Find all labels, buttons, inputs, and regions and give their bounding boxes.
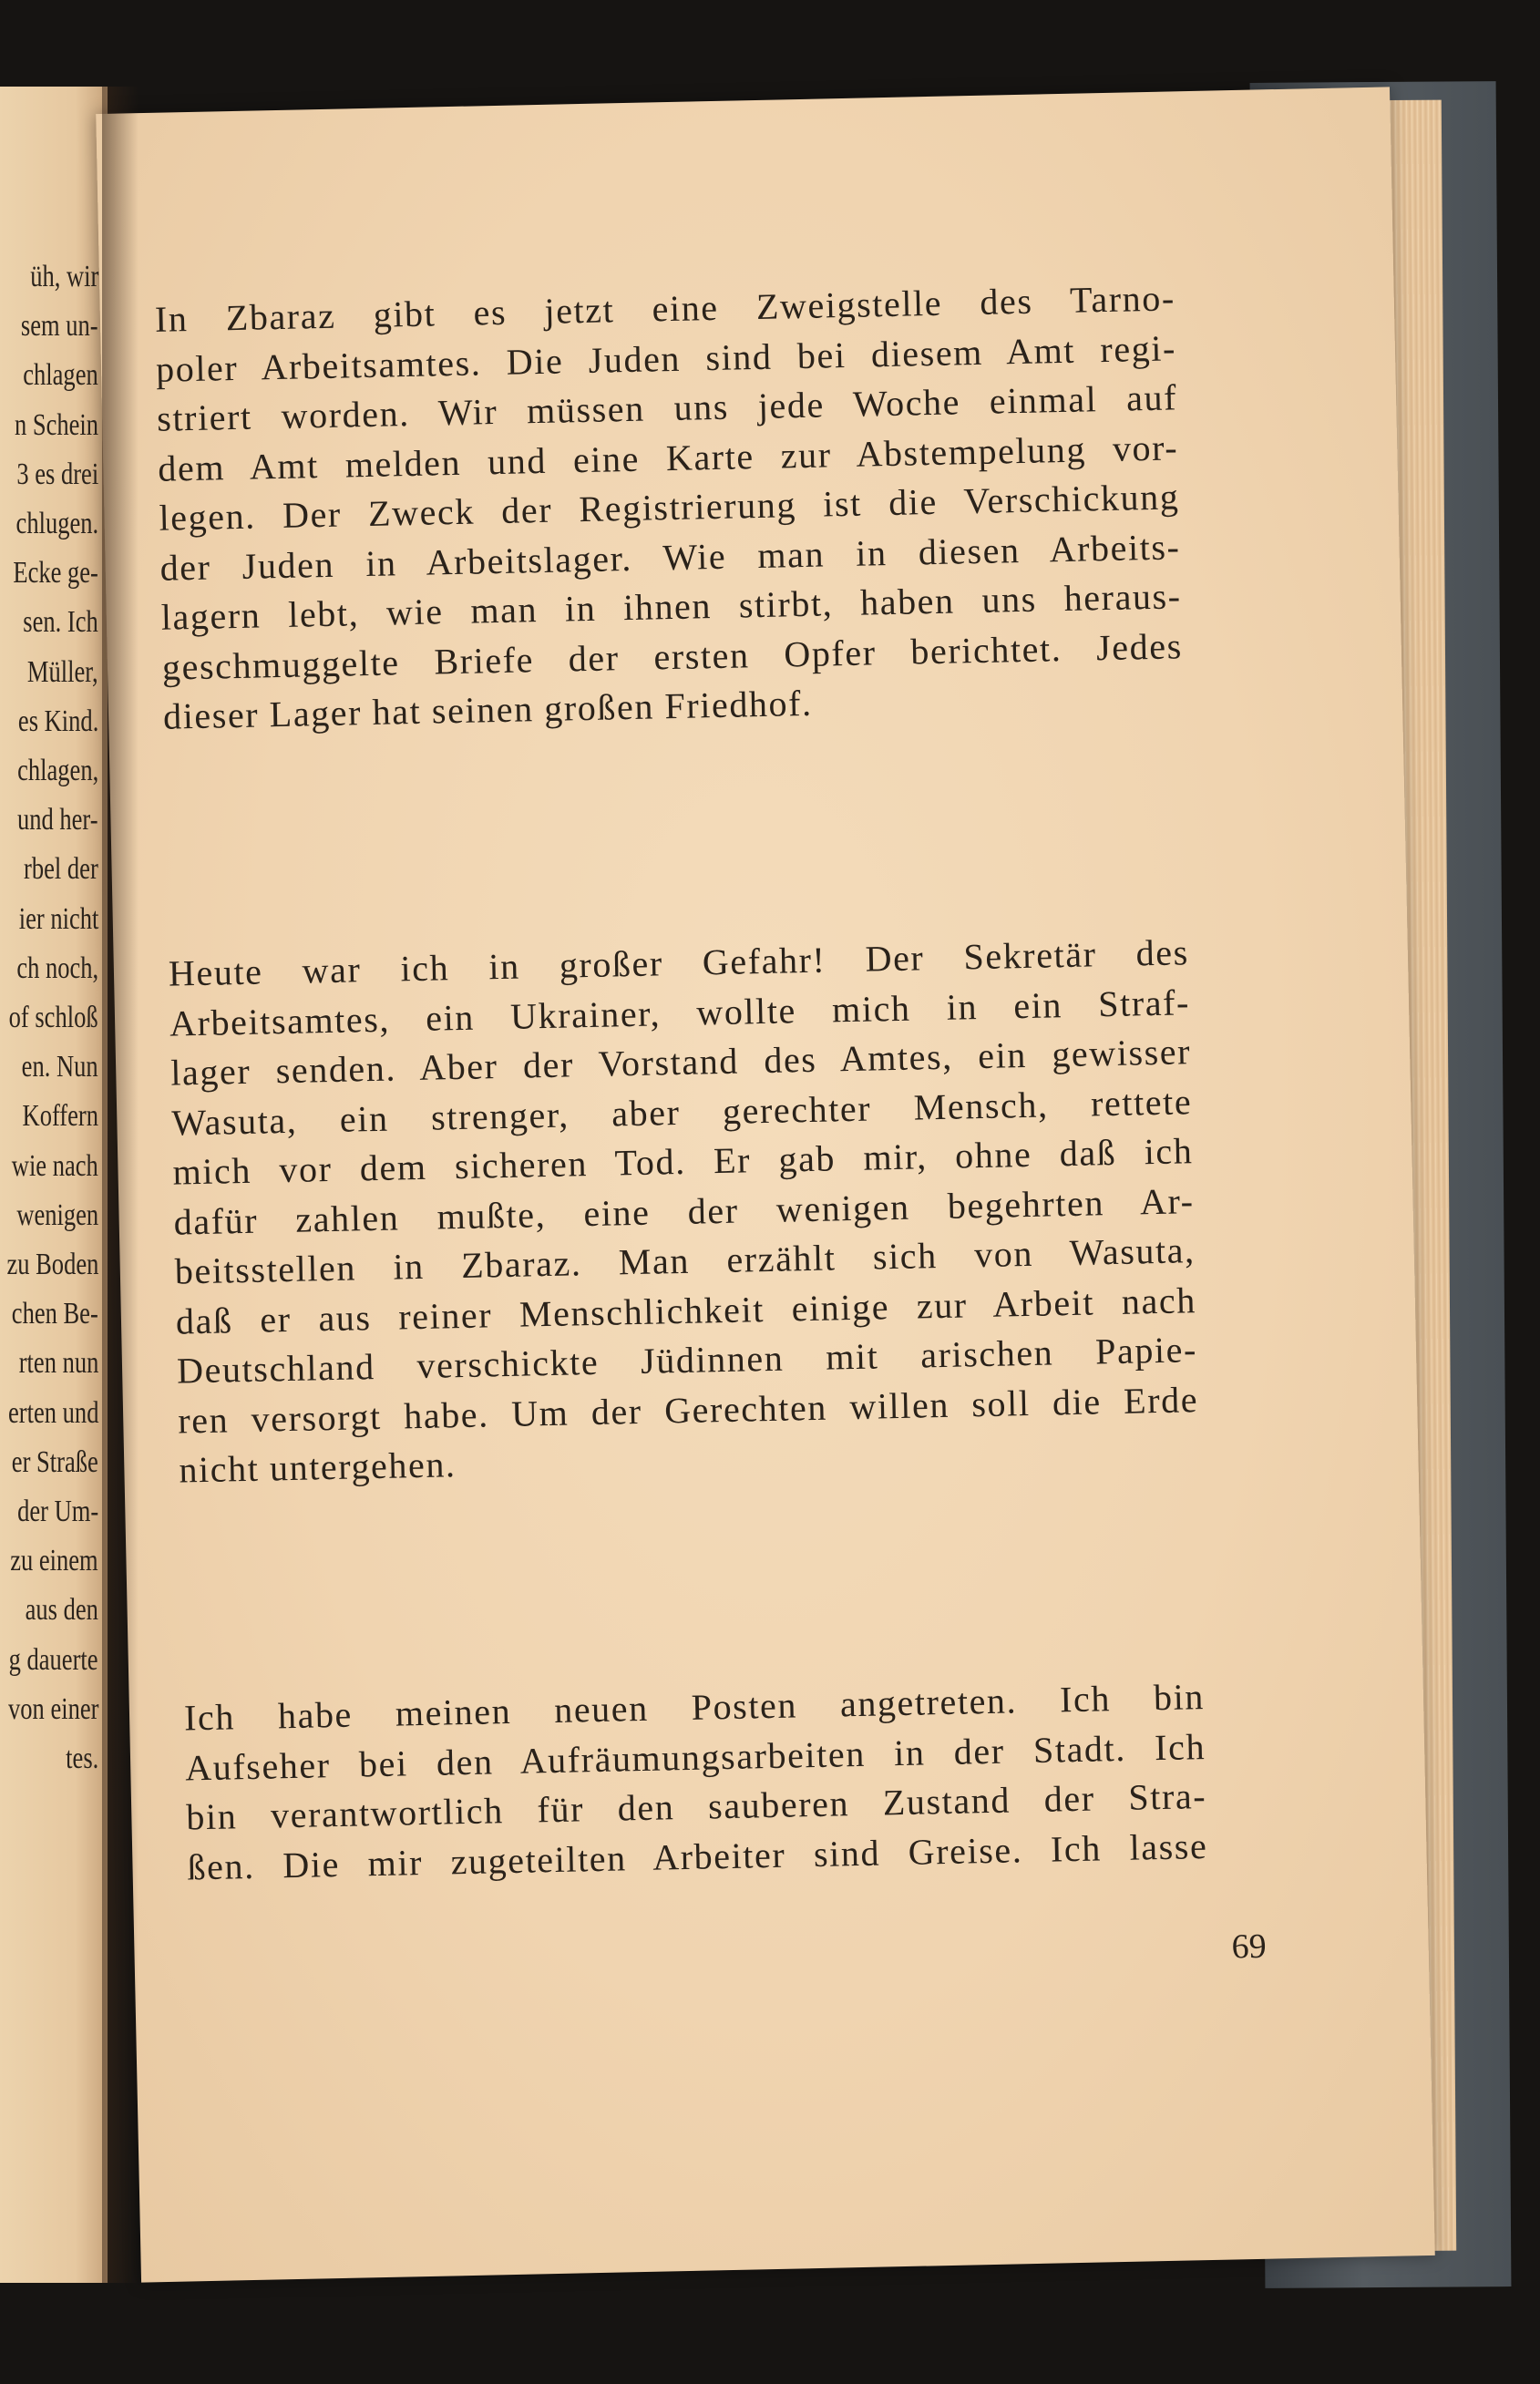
text-line: bin verantwortlich für den sauberen Zustand der Stra-	[185, 1775, 1207, 1838]
facing-page-line: rten nun	[18, 1346, 98, 1381]
facing-page-line: chlagen	[23, 358, 98, 393]
facing-page-line: aus den	[25, 1593, 98, 1628]
facing-page-line: es Kind.	[17, 704, 98, 738]
facing-page-line: erten und	[7, 1395, 98, 1430]
text-line: geschmuggelte Briefe der ersten Opfer berichtet. Jedes	[161, 624, 1184, 688]
book-gutter	[102, 87, 139, 2283]
facing-page-line: von einer	[7, 1691, 98, 1726]
text-line: beitsstellen in Zbaraz. Man erzählt sich von Wasuta,	[174, 1229, 1196, 1292]
text-line: Ich habe meinen neuen Posten angetreten. Ich bin	[183, 1676, 1206, 1739]
facing-page-line: Koffern	[22, 1099, 98, 1134]
facing-page-line: zu Boden	[6, 1248, 98, 1281]
facing-page-line: g dauerte	[9, 1642, 98, 1677]
facing-page-line: sen. Ich	[23, 605, 98, 640]
text-line: Aufseher bei den Aufräumungsarbeiten in der Stadt. Ich	[184, 1725, 1206, 1788]
facing-page-line: n Schein	[14, 407, 98, 442]
paragraph-3	[184, 1672, 1208, 1892]
page-number: 69	[1231, 1927, 1268, 1967]
facing-page-line: tes.	[65, 1742, 98, 1775]
facing-page-line: 3 es drei	[16, 457, 98, 491]
text-line: lagern lebt, wie man in ihnen stirbt, haben uns heraus-	[160, 575, 1183, 638]
facing-page-line: ch noch,	[16, 951, 98, 985]
facing-page-line: en. Nun	[22, 1050, 98, 1084]
text-line: Deutschland verschickte Jüdinnen mit arischen Papie-	[176, 1329, 1198, 1392]
text-line: Arbeitsamtes, ein Ukrainer, wollte mich in ein Straf-	[169, 981, 1191, 1044]
facing-page-line: er Straße	[12, 1444, 98, 1479]
facing-page-line: der Um-	[16, 1495, 98, 1528]
facing-page-slice	[0, 87, 108, 2283]
facing-page-line: und her-	[17, 803, 98, 837]
facing-page-line: ier nicht	[18, 901, 98, 936]
page-text-block	[150, 91, 1268, 2281]
text-line: striert worden. Wir müssen uns jede Woche einmal auf	[156, 376, 1178, 439]
facing-page-line: chlagen,	[16, 754, 98, 787]
text-line: ßen. Die mir zugeteilten Arbeiter sind Greise. Ich lasse	[187, 1824, 1208, 1887]
text-line: legen. Der Zweck der Registrierung ist die Verschickung	[159, 476, 1180, 539]
text-line: dafür zahlen mußte, eine der wenigen begehrten Ar-	[173, 1179, 1195, 1243]
text-line: In Zbaraz gibt es jetzt eine Zweigstelle des Tarno-	[154, 277, 1176, 340]
facing-page-line: Ecke ge-	[13, 556, 98, 591]
facing-page-line: of schloß	[9, 1001, 98, 1034]
facing-page-line: üh, wir	[29, 260, 98, 293]
facing-page-line: chlugen.	[15, 507, 98, 540]
text-line: poler Arbeitsamtes. Die Juden sind bei diesem Amt regi-	[155, 326, 1177, 390]
text-line: mich vor dem sicheren Tod. Er gab mir, ohne daß ich	[172, 1130, 1194, 1193]
facing-page-line: zu einem	[10, 1544, 98, 1578]
book-page	[96, 87, 1435, 2282]
facing-page-line: rbel der	[24, 852, 98, 887]
text-line: Wasuta, ein strenger, aber gerechter Mensch, rettete	[170, 1080, 1193, 1144]
text-line: lager senden. Aber der Vorstand des Amtes, ein gewisser	[169, 1031, 1192, 1094]
facing-page-line: wie nach	[12, 1148, 98, 1183]
facing-page-line: wenigen	[16, 1197, 98, 1232]
text-line: daß er aus reiner Menschlichkeit einige zur Arbeit nach	[175, 1279, 1197, 1342]
text-line: ren versorgt habe. Um der Gerechten willen soll die Erde	[177, 1378, 1199, 1442]
text-line: dieser Lager hat seinen großen Friedhof.	[162, 682, 814, 737]
text-line: dem Amt melden und eine Karte zur Abstempelung vor-	[157, 426, 1179, 489]
text-line: der Juden in Arbeitslager. Wie man in diesen Arbeits-	[159, 525, 1181, 589]
facing-page-line: chen Be-	[12, 1297, 98, 1331]
facing-page-line: Müller,	[27, 654, 98, 689]
facing-page-line: sem un-	[21, 309, 98, 344]
paragraph-2	[168, 928, 1199, 1495]
text-line: nicht untergehen.	[178, 1444, 457, 1491]
paragraph-1	[154, 273, 1184, 742]
text-line: Heute war ich in großer Gefahr! Der Sekretär des	[168, 931, 1190, 994]
